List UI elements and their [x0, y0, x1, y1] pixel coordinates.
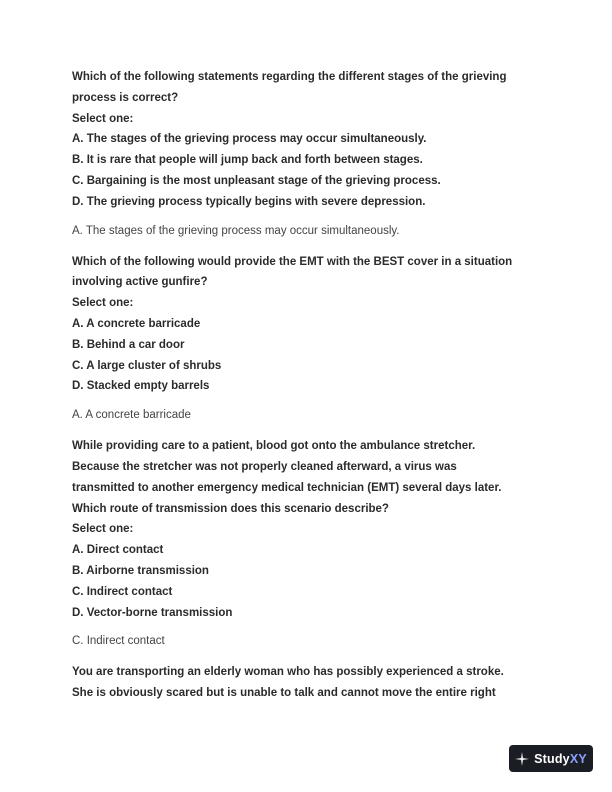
- question-text: transmitted to another emergency medical technician (EMT) several days later.: [72, 481, 502, 494]
- option-c: C. A large cluster of shrubs: [72, 359, 222, 372]
- question-text: You are transporting an elderly woman who has possibly experienced a stroke.: [72, 666, 504, 679]
- brand-main: Study: [534, 751, 570, 766]
- option-c: C. Bargaining is the most unpleasant stage of the grieving process.: [72, 174, 441, 187]
- option-d: D. Stacked empty barrels: [72, 380, 210, 393]
- question-text: process is correct?: [72, 91, 179, 104]
- answer-text: C. Indirect contact: [72, 635, 165, 648]
- select-one-label: Select one:: [72, 297, 134, 310]
- select-one-label: Select one:: [72, 523, 134, 536]
- document-page: [72, 67, 542, 704]
- question-text: She is obviously scared but is unable to talk and cannot move the entire right: [72, 687, 496, 700]
- option-c: C. Indirect contact: [72, 585, 173, 598]
- option-a: A. Direct contact: [72, 544, 164, 557]
- brand-name: [534, 752, 587, 766]
- question-3: [72, 436, 542, 651]
- question-1: [72, 67, 542, 241]
- question-text: Which of the following statements regarding the different stages of the grieving: [72, 71, 507, 83]
- option-b: B. Airborne transmission: [72, 564, 209, 577]
- question-2: [72, 252, 542, 426]
- option-a: A. A concrete barricade: [72, 317, 201, 330]
- answer-text: A. The stages of the grieving process may occur simultaneously.: [72, 224, 400, 237]
- option-b: B. Behind a car door: [72, 338, 185, 351]
- option-a: A. The stages of the grieving process may occur simultaneously.: [72, 133, 427, 146]
- brand-highlight: XY: [569, 751, 587, 766]
- question-4: [72, 662, 542, 704]
- plus-sparkle-icon: [515, 752, 529, 766]
- question-text: involving active gunfire?: [72, 276, 208, 289]
- question-text: While providing care to a patient, blood got onto the ambulance stretcher.: [72, 440, 476, 453]
- option-d: D. Vector-borne transmission: [72, 606, 233, 619]
- question-text: Which of the following would provide the EMT with the BEST cover in a situation: [72, 255, 513, 268]
- studyxy-badge[interactable]: [509, 745, 593, 772]
- select-one-label: Select one:: [72, 112, 134, 125]
- answer-text: A. A concrete barricade: [72, 409, 191, 422]
- question-text: Which route of transmission does this scenario describe?: [72, 502, 389, 515]
- question-text: Because the stretcher was not properly cleaned afterward, a virus was: [72, 460, 457, 473]
- option-b: B. It is rare that people will jump back and forth between stages.: [72, 154, 423, 167]
- option-d: D. The grieving process typically begins with severe depression.: [72, 195, 426, 208]
